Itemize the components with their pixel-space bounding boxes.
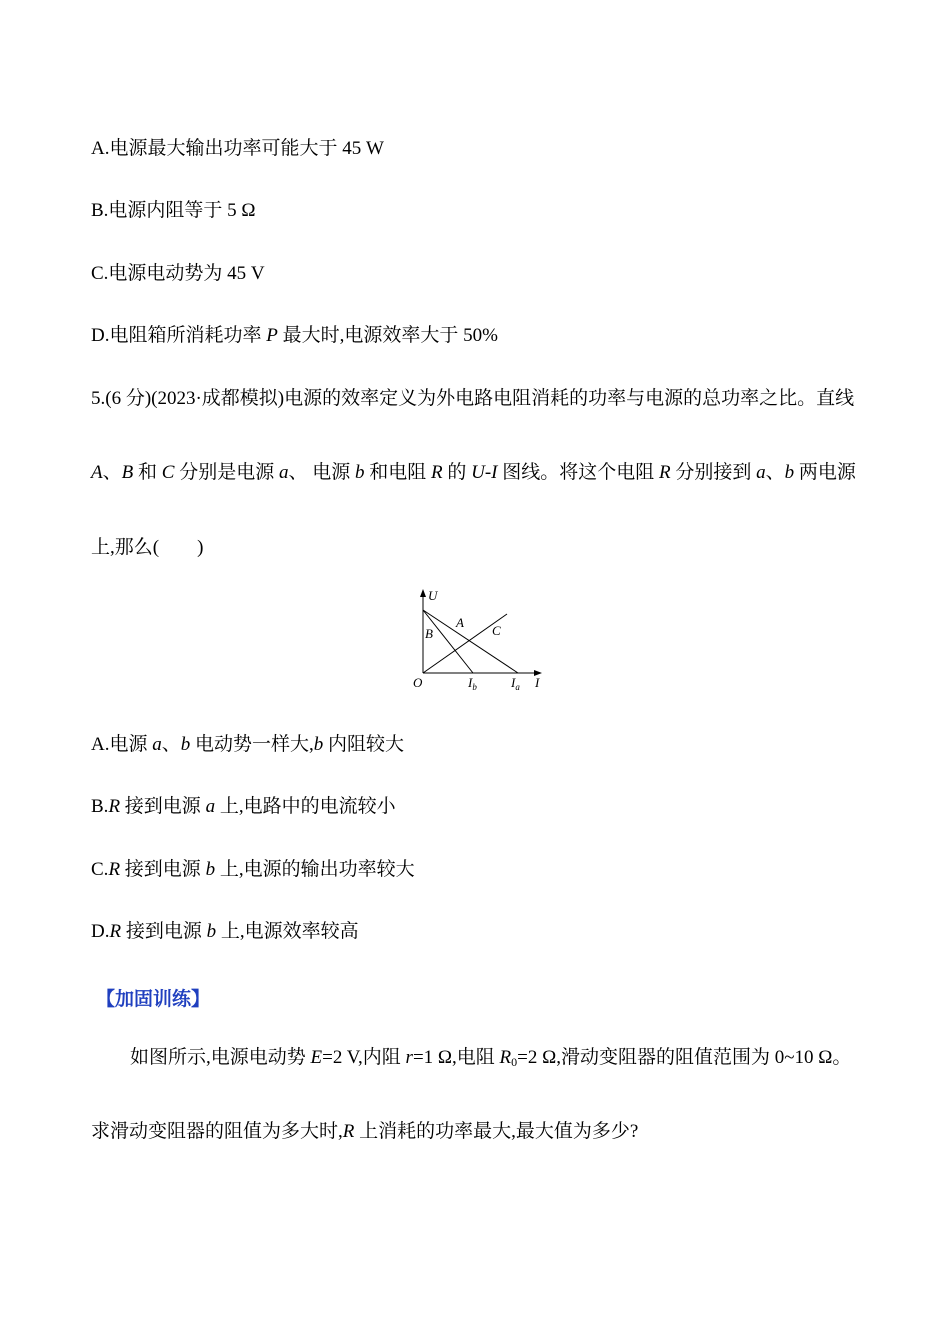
opt-seg: 、 bbox=[161, 734, 181, 755]
label-ia-main: I bbox=[511, 675, 516, 690]
q5-seg: 分别接到 bbox=[670, 462, 757, 483]
rf-seg: 求滑动变阻器的阻值为多大时, bbox=[91, 1121, 343, 1142]
q5-seg: 、 电源 bbox=[288, 462, 355, 483]
opt-seg: 上,电路中的电流较小 bbox=[215, 796, 396, 817]
q4-option-b: B.电源内阻等于 5 Ω bbox=[91, 200, 256, 221]
q5-option-b bbox=[91, 795, 396, 819]
line-b bbox=[423, 610, 473, 673]
label-i: I bbox=[535, 675, 540, 690]
label-ib-sub: b bbox=[472, 682, 477, 692]
q5-seg: 的 bbox=[442, 462, 472, 483]
q5-stem-line3: 上,那么( ) bbox=[91, 537, 204, 558]
opt-seg: a bbox=[205, 796, 216, 817]
q5-seg: 两电源 bbox=[794, 462, 856, 483]
opt-seg: 上,电源效率较高 bbox=[216, 921, 359, 942]
rf-seg: R bbox=[499, 1047, 512, 1068]
q5-stem-line2 bbox=[91, 461, 856, 485]
opt-seg: 接到电源 bbox=[120, 796, 206, 817]
q5-seg: R bbox=[430, 462, 443, 483]
label-ia bbox=[510, 675, 520, 692]
opt-seg: A.电源 bbox=[91, 734, 153, 755]
q4-option-a: A.电源最大输出功率可能大于 45 W bbox=[91, 138, 384, 159]
opt-seg: R bbox=[109, 921, 122, 942]
reinforce-line2 bbox=[91, 1120, 638, 1144]
q5-seg: b bbox=[354, 462, 365, 483]
label-ia-sub: a bbox=[515, 682, 520, 692]
rf-seg: E bbox=[310, 1047, 323, 1068]
q5-stem-line1: 5.(6 分)(2023·成都模拟)电源的效率定义为外电路电阻消耗的功率与电源的总功率之比。直线 bbox=[91, 388, 855, 409]
rf-seg: =2 Ω,滑动变阻器的阻值范围为 0~10 Ω。 bbox=[517, 1047, 852, 1068]
opt-seg: b bbox=[205, 859, 216, 880]
opt-seg: 上,电源的输出功率较大 bbox=[215, 859, 415, 880]
q5-seg: U-I bbox=[471, 462, 498, 483]
q5-seg: 图线。将这个电阻 bbox=[497, 462, 660, 483]
q5-seg: a bbox=[278, 462, 289, 483]
q5-seg: A bbox=[91, 462, 103, 483]
rf-seg: 0 bbox=[511, 1055, 518, 1069]
label-line-b: B bbox=[425, 626, 433, 641]
opt-seg: b bbox=[180, 734, 191, 755]
opt-seg: 电动势一样大, bbox=[190, 734, 314, 755]
q5-option-d bbox=[91, 920, 359, 944]
q4-option-d-post: 最大时,电源效率大于 50% bbox=[277, 325, 498, 346]
label-line-c: C bbox=[492, 623, 501, 638]
q5-seg: B bbox=[121, 462, 134, 483]
opt-seg: C. bbox=[91, 859, 109, 880]
label-ib-main: I bbox=[468, 675, 473, 690]
opt-seg: B. bbox=[91, 796, 109, 817]
rf-seg: =1 Ω,电阻 bbox=[412, 1047, 500, 1068]
q5-seg: a bbox=[756, 462, 766, 483]
q5-seg: C bbox=[161, 462, 175, 483]
opt-seg: a bbox=[152, 734, 162, 755]
label-origin: O bbox=[413, 675, 423, 690]
q4-option-d-pre: D.电阻箱所消耗功率 bbox=[91, 325, 267, 346]
q5-seg: 和 bbox=[133, 462, 162, 483]
opt-seg: b bbox=[313, 734, 324, 755]
opt-seg: b bbox=[206, 921, 217, 942]
rf-seg: =2 V,内阻 bbox=[322, 1047, 406, 1068]
reinforce-heading: 【加固训练】 bbox=[96, 989, 211, 1010]
opt-seg: R bbox=[108, 796, 121, 817]
rf-seg: r bbox=[405, 1047, 413, 1068]
label-line-a: A bbox=[456, 615, 464, 630]
rf-seg: 如图所示,电源电动势 bbox=[130, 1047, 311, 1068]
q5-seg: 、 bbox=[765, 462, 785, 483]
q5-seg: 分别是电源 bbox=[174, 462, 279, 483]
opt-seg: 接到电源 bbox=[121, 921, 207, 942]
rf-seg: R bbox=[342, 1121, 355, 1142]
ui-graph-diagram bbox=[405, 583, 550, 695]
q5-option-c bbox=[91, 858, 415, 882]
reinforce-line1 bbox=[130, 1046, 851, 1070]
q4-option-c: C.电源电动势为 45 V bbox=[91, 263, 265, 284]
q4-option-d-var: P bbox=[266, 325, 278, 346]
opt-seg: 接到电源 bbox=[120, 859, 206, 880]
q5-seg: b bbox=[784, 462, 795, 483]
opt-seg: 内阻较大 bbox=[323, 734, 405, 755]
label-u: U bbox=[428, 588, 438, 603]
opt-seg: D. bbox=[91, 921, 110, 942]
q5-seg: 和电阻 bbox=[364, 462, 431, 483]
u-axis-arrow bbox=[420, 589, 426, 597]
q4-option-d bbox=[91, 324, 498, 348]
q5-seg: 、 bbox=[102, 462, 122, 483]
q5-seg: R bbox=[659, 462, 671, 483]
label-ib bbox=[467, 675, 477, 692]
q5-option-a bbox=[91, 733, 404, 757]
rf-seg: 上消耗的功率最大,最大值为多少? bbox=[354, 1121, 639, 1142]
opt-seg: R bbox=[108, 859, 121, 880]
